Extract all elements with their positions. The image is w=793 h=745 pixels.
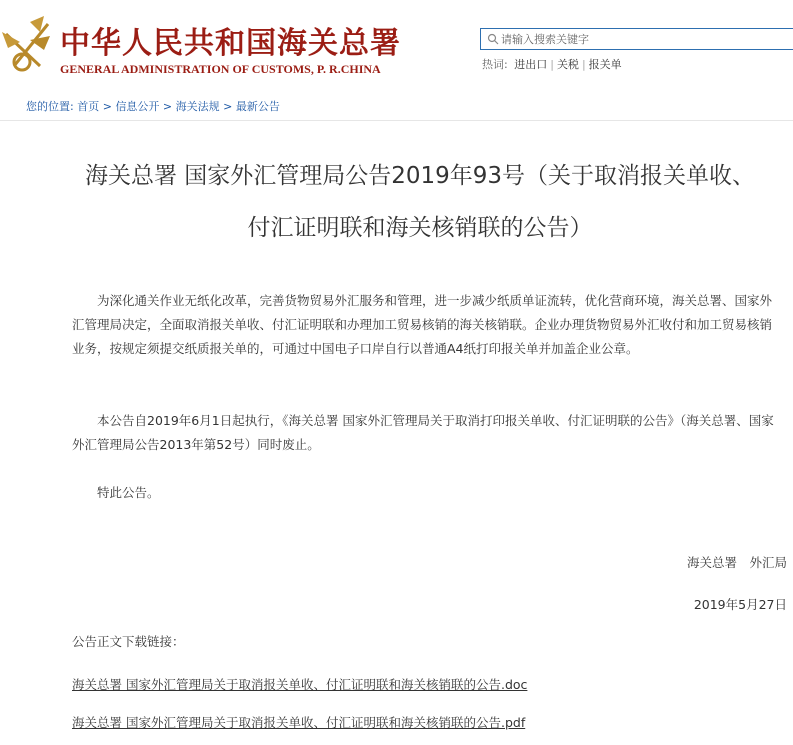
download-link-pdf[interactable]: 海关总署 国家外汇管理局关于取消报关单收、付汇证明联和海关核销联的公告.pdf [72, 715, 526, 730]
site-title-cn[interactable]: 中华人民共和国海关总署 [60, 26, 401, 61]
breadcrumb [0, 90, 793, 121]
hot-word-separator: | [550, 58, 554, 71]
customs-emblem-icon [0, 14, 54, 76]
site-title-en[interactable]: GENERAL ADMINISTRATION OF CUSTOMS, P. R.CHINA [60, 62, 381, 76]
breadcrumb-separator: > [219, 100, 236, 113]
download-label: 公告正文下载链接： [72, 634, 185, 649]
article-signature: 海关总署 外汇局 [686, 555, 787, 570]
search-icon[interactable] [487, 33, 499, 45]
breadcrumb-item[interactable]: 首页 [77, 100, 100, 113]
hot-word-link[interactable]: 报关单 [588, 58, 622, 71]
hot-words-label: 热词: [482, 58, 508, 71]
breadcrumb-item[interactable]: 信息公开 [115, 100, 160, 113]
breadcrumb-separator: > [159, 100, 176, 113]
search-input[interactable] [501, 30, 791, 48]
article-title-line: 海关总署 国家外汇管理局公告2019年93号（关于取消报关单收、 [84, 163, 756, 189]
hot-word-link[interactable]: 关税 [556, 58, 579, 71]
breadcrumb-prefix: 您的位置: [26, 100, 74, 113]
breadcrumb-separator: > [99, 100, 116, 113]
article-paragraph: 为深化通关作业无纸化改革，完善货物贸易外汇服务和管理，进一步减少纸质单证流转，优化营商环境，海关总署、国家外汇管理局决定，全面取消报关单收、付汇证明联和办理加工贸易核销的海关核销联。企业办理货物贸易外汇收付和加工贸易核销业务，按规定须提交纸质报关单的，可通过中国电子口岸自行以普通A4纸打印报关单并加盖企业公章。 [72, 293, 773, 356]
breadcrumb-trail [26, 98, 280, 114]
download-link-doc[interactable]: 海关总署 国家外汇管理局关于取消报关单收、付汇证明联和海关核销联的公告.doc [72, 677, 528, 692]
site-header [0, 0, 793, 88]
article-paragraph: 特此公告。 [97, 485, 160, 500]
hot-word-separator: | [581, 58, 586, 71]
hot-word-link[interactable]: 进出口 [514, 58, 548, 71]
article-title [40, 150, 793, 254]
article-title-line: 付汇证明联和海关核销联的公告） [247, 215, 593, 241]
search-box[interactable] [480, 28, 793, 50]
breadcrumb-item[interactable]: 最新公告 [235, 100, 280, 113]
breadcrumb-item[interactable]: 海关法规 [175, 100, 220, 113]
article-date: 2019年5月27日 [693, 597, 787, 612]
hot-words [482, 56, 625, 72]
article-paragraph: 本公告自2019年6月1日起执行，《海关总署 国家外汇管理局关于取消打印报关单收、付汇证明联的公告》（海关总署、国家外汇管理局公告2013年第52号）同时废止。 [72, 413, 774, 452]
